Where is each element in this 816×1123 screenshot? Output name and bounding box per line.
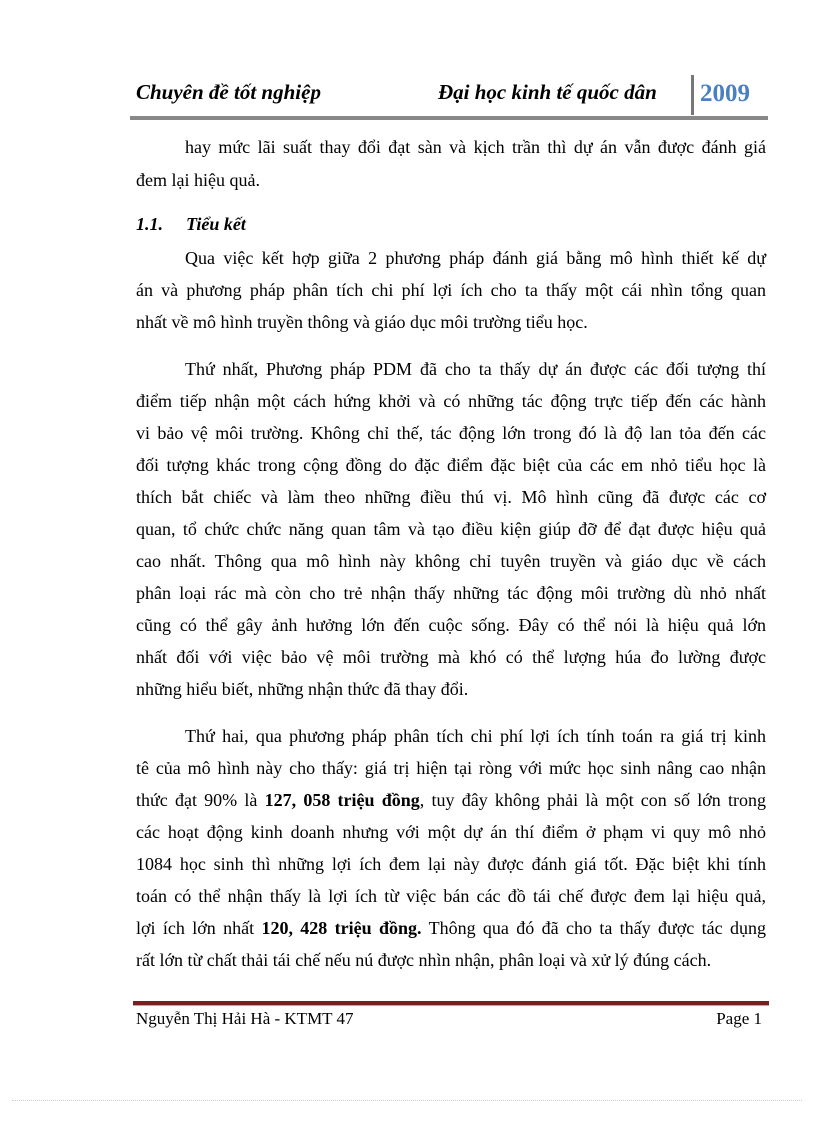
text-line: toán có thể nhận thấy là lợi ích từ việc bán các đồ tái chế được đem lại hiệu quả, bbox=[136, 886, 766, 906]
text-line: Thứ nhất, Phương pháp PDM đã cho ta thấy dự án được các đối tượng thí bbox=[185, 359, 766, 379]
text-run: , tuy đây không phải là một con số lớn trong bbox=[419, 790, 766, 810]
footer-page-number: Page 1 bbox=[716, 1009, 762, 1028]
text-line: rất lớn từ chất thải tái chế nếu nú được nhìn nhận, phân loại và xử lý đúng cách. bbox=[136, 950, 712, 970]
text-line: nhất đối với việc bảo vệ môi trường mà khó có thể lượng húa đo lường được bbox=[136, 647, 766, 667]
text-line: những hiểu biết, những nhận thức đã thay đổi. bbox=[136, 679, 469, 699]
text-line: Thứ hai, qua phương pháp phân tích chi phí lợi ích tính toán ra giá trị kinh bbox=[185, 726, 766, 746]
text-run: Thông qua đó đã cho ta thấy được tác dụng bbox=[421, 918, 766, 938]
text-line: Qua việc kết hợp giữa 2 phương pháp đánh giá bằng mô hình thiết kế dự bbox=[185, 248, 766, 268]
text-line: phân loại rác mà còn cho trẻ nhận thấy những tác động môi trường dù nhỏ nhất bbox=[136, 583, 766, 603]
text-line: quan, tổ chức chức năng quan tâm và tạo điều kiện giúp đỡ để đạt được hiệu quả bbox=[136, 519, 766, 539]
footer-rule bbox=[133, 1001, 769, 1006]
text-line bbox=[136, 918, 766, 938]
text-run: thức đạt 90% là bbox=[136, 790, 265, 810]
benefit-value: 120, 428 triệu đồng. bbox=[261, 918, 422, 938]
text-line: các hoạt động kinh doanh nhưng với một dự án thí điểm ở phạm vi quy mô nhỏ bbox=[136, 822, 766, 842]
section-number: 1.1. bbox=[136, 214, 163, 234]
header-year: 2009 bbox=[700, 80, 750, 107]
text-line: cao nhất. Thông qua mô hình này không chỉ tuyên truyền và giáo dục về cách bbox=[136, 551, 766, 571]
header-divider bbox=[691, 75, 694, 115]
footer-author: Nguyễn Thị Hải Hà - KTMT 47 bbox=[136, 1009, 354, 1028]
page-boundary bbox=[12, 1100, 802, 1101]
header-rule bbox=[130, 116, 768, 120]
text-line: án và phương pháp phân tích chi phí lợi ích cho ta thấy một cái nhìn tổng quan bbox=[136, 280, 766, 300]
npv-value: 127, 058 triệu đồng bbox=[264, 790, 420, 810]
text-line: đem lại hiệu quả. bbox=[136, 170, 260, 190]
text-line: điểm tiếp nhận một cách hứng khởi và có những tác động trực tiếp đến các hành bbox=[136, 391, 766, 411]
text-line: cũng có thể gây ảnh hưởng lớn đến cuộc sống. Đây có thể nói là hiệu quả lớn bbox=[136, 615, 766, 635]
text-line: hay mức lãi suất thay đổi đạt sàn và kịch trần thì dự án vẫn được đánh giá bbox=[185, 137, 766, 157]
text-line: đối tượng khác trong cộng đồng do đặc điểm đặc biệt của các em nhỏ tiểu học là bbox=[136, 455, 766, 475]
header-title-left: Chuyên đề tốt nghiệp bbox=[136, 80, 321, 104]
text-line bbox=[136, 790, 766, 810]
text-line: 1084 học sinh thì những lợi ích đem lại này được đánh giá tốt. Đặc biệt khi tính bbox=[136, 854, 766, 874]
text-run: lợi ích lớn nhất bbox=[136, 918, 262, 938]
text-line: vi bảo vệ môi trường. Không chỉ thế, tác động lớn trong đó là độ lan tỏa đến các bbox=[136, 423, 766, 443]
header-university: Đại học kinh tế quốc dân bbox=[438, 80, 657, 104]
section-heading bbox=[136, 214, 246, 235]
text-line: tê của mô hình này cho thấy: giá trị hiện tại ròng với mức học sinh nâng cao nhận bbox=[136, 758, 766, 778]
text-line: nhất về mô hình truyền thông và giáo dục môi trường tiểu học. bbox=[136, 312, 588, 332]
section-title: Tiểu kết bbox=[186, 214, 246, 234]
text-line: thích bắt chiếc và làm theo những điều thú vị. Mô hình cũng đã được các cơ bbox=[136, 487, 766, 507]
